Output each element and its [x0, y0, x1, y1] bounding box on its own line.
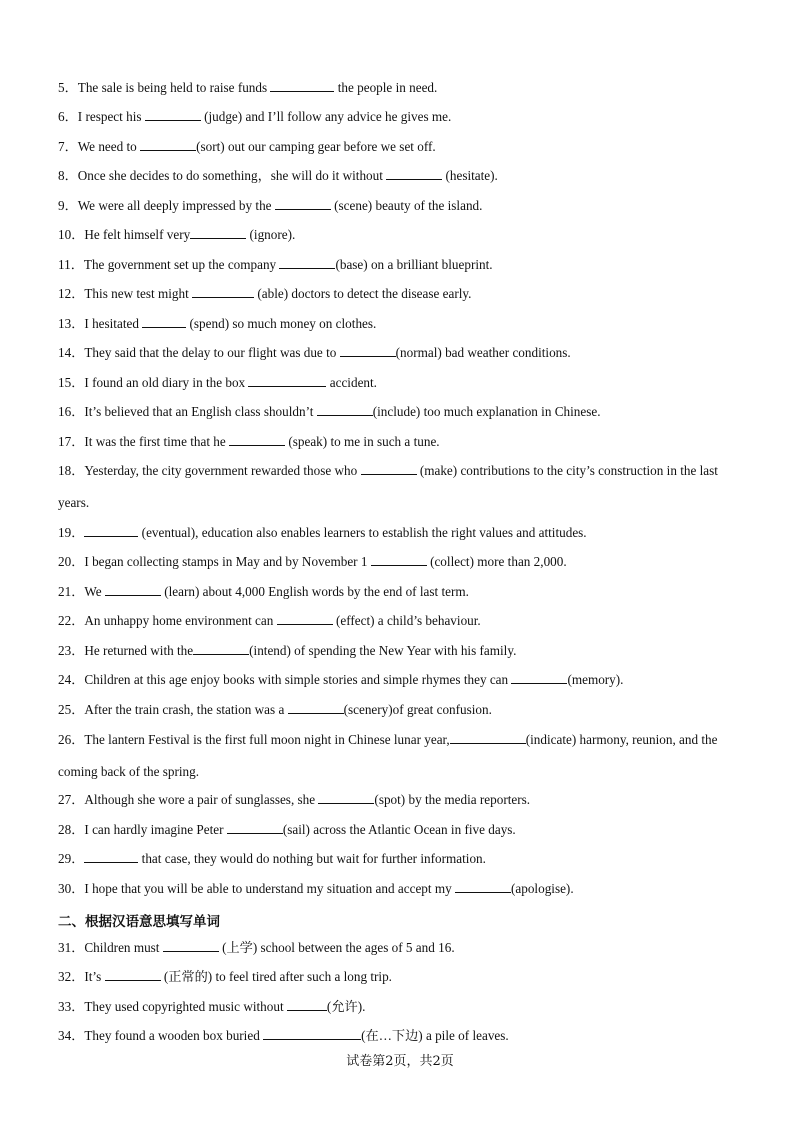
question-29: 29． that case, they would do nothing but wait for further information.: [58, 851, 486, 866]
answer-blank[interactable]: [84, 525, 138, 537]
answer-blank[interactable]: [288, 702, 344, 714]
question-25: 25．After the train crash, the station was a (scenery)of great confusion.: [58, 702, 492, 717]
question-19: 19． (eventual), education also enables learners to establish the right values and attitudes.: [58, 525, 587, 540]
answer-blank[interactable]: [227, 822, 283, 834]
answer-blank[interactable]: [386, 168, 442, 180]
answer-blank[interactable]: [145, 109, 201, 121]
answer-blank[interactable]: [275, 198, 331, 210]
question-24: 24．Children at this age enjoy books with simple stories and simple rhymes they can (memory).: [58, 672, 624, 687]
answer-blank[interactable]: [287, 999, 327, 1011]
answer-blank[interactable]: [229, 434, 285, 446]
question-7: 7．We need to (sort) out our camping gear before we set off.: [58, 139, 436, 154]
question-23: 23．He returned with the (intend) of spending the New Year with his family.: [58, 643, 517, 658]
section-title: 二、根据汉语意思填写单词: [58, 914, 220, 930]
question-27: 27．Although she wore a pair of sunglasses, she (spot) by the media reporters.: [58, 792, 531, 807]
question-12: 12．This new test might (able) doctors to detect the disease early.: [58, 286, 472, 301]
answer-blank[interactable]: [317, 404, 373, 416]
question-33: 33．They used copyrighted music without (允许).: [58, 999, 366, 1014]
answer-blank[interactable]: [193, 643, 249, 655]
answer-blank[interactable]: [84, 851, 138, 863]
question-6: 6．I respect his (judge) and I’ll follow any advice he gives me.: [58, 109, 452, 124]
answer-blank[interactable]: [455, 881, 511, 893]
answer-blank[interactable]: [190, 227, 246, 239]
question-5: 5．The sale is being held to raise funds the people in need.: [58, 80, 438, 95]
question-17: 17．It was the first time that he (speak) to me in such a tune.: [58, 434, 440, 449]
question-18: 18．Yesterday, the city government rewarded those who (make) contributions to the city’s construction in the last years.: [58, 463, 718, 510]
question-28: 28．I can hardly imagine Peter (sail) across the Atlantic Ocean in five days.: [58, 822, 516, 837]
answer-blank[interactable]: [340, 345, 396, 357]
question-8: 8．Once she decides to do something，she will do it without (hesitate).: [58, 168, 498, 183]
answer-blank[interactable]: [371, 554, 427, 566]
question-34: 34．They found a wooden box buried (在…下边) a pile of leaves.: [58, 1028, 509, 1043]
answer-blank[interactable]: [140, 139, 196, 151]
answer-blank[interactable]: [450, 732, 526, 744]
question-20: 20．I began collecting stamps in May and by November 1 (collect) more than 2,000.: [58, 554, 567, 569]
answer-blank[interactable]: [361, 463, 417, 475]
question-21: 21．We (learn) about 4,000 English words by the end of last term.: [58, 584, 469, 599]
question-16: 16．It’s believed that an English class shouldn’t (include) too much explanation in Chinese.: [58, 404, 601, 419]
question-31: 31．Children must (上学) school between the ages of 5 and 16.: [58, 940, 455, 955]
answer-blank[interactable]: [279, 257, 335, 269]
question-14: 14．They said that the delay to our flight was due to (normal) bad weather conditions.: [58, 345, 571, 360]
question-15: 15．I found an old diary in the box accident.: [58, 375, 377, 390]
question-10: 10．He felt himself very (ignore).: [58, 227, 296, 242]
question-32: 32．It’s (正常的) to feel tired after such a long trip.: [58, 969, 392, 984]
question-26: 26．The lantern Festival is the first full moon night in Chinese lunar year, (indicate) harmony, reunion, and the coming back of the spring.: [58, 732, 718, 779]
answer-blank[interactable]: [263, 1028, 361, 1040]
answer-blank[interactable]: [511, 672, 567, 684]
question-22: 22．An unhappy home environment can (effect) a child’s behaviour.: [58, 613, 481, 628]
answer-blank[interactable]: [248, 375, 326, 387]
answer-blank[interactable]: [192, 286, 254, 298]
answer-blank[interactable]: [105, 969, 161, 981]
question-11: 11．The government set up the company (base) on a brilliant blueprint.: [58, 257, 493, 272]
answer-blank[interactable]: [105, 584, 161, 596]
question-9: 9．We were all deeply impressed by the (scene) beauty of the island.: [58, 198, 483, 213]
page-footer: 试卷第2页，共2页: [346, 1054, 454, 1069]
question-30: 30．I hope that you will be able to understand my situation and accept my (apologise).: [58, 881, 574, 896]
answer-blank[interactable]: [270, 80, 334, 92]
answer-blank[interactable]: [163, 940, 219, 952]
answer-blank[interactable]: [142, 316, 186, 328]
answer-blank[interactable]: [318, 792, 374, 804]
answer-blank[interactable]: [277, 613, 333, 625]
question-13: 13．I hesitated (spend) so much money on clothes.: [58, 316, 377, 331]
